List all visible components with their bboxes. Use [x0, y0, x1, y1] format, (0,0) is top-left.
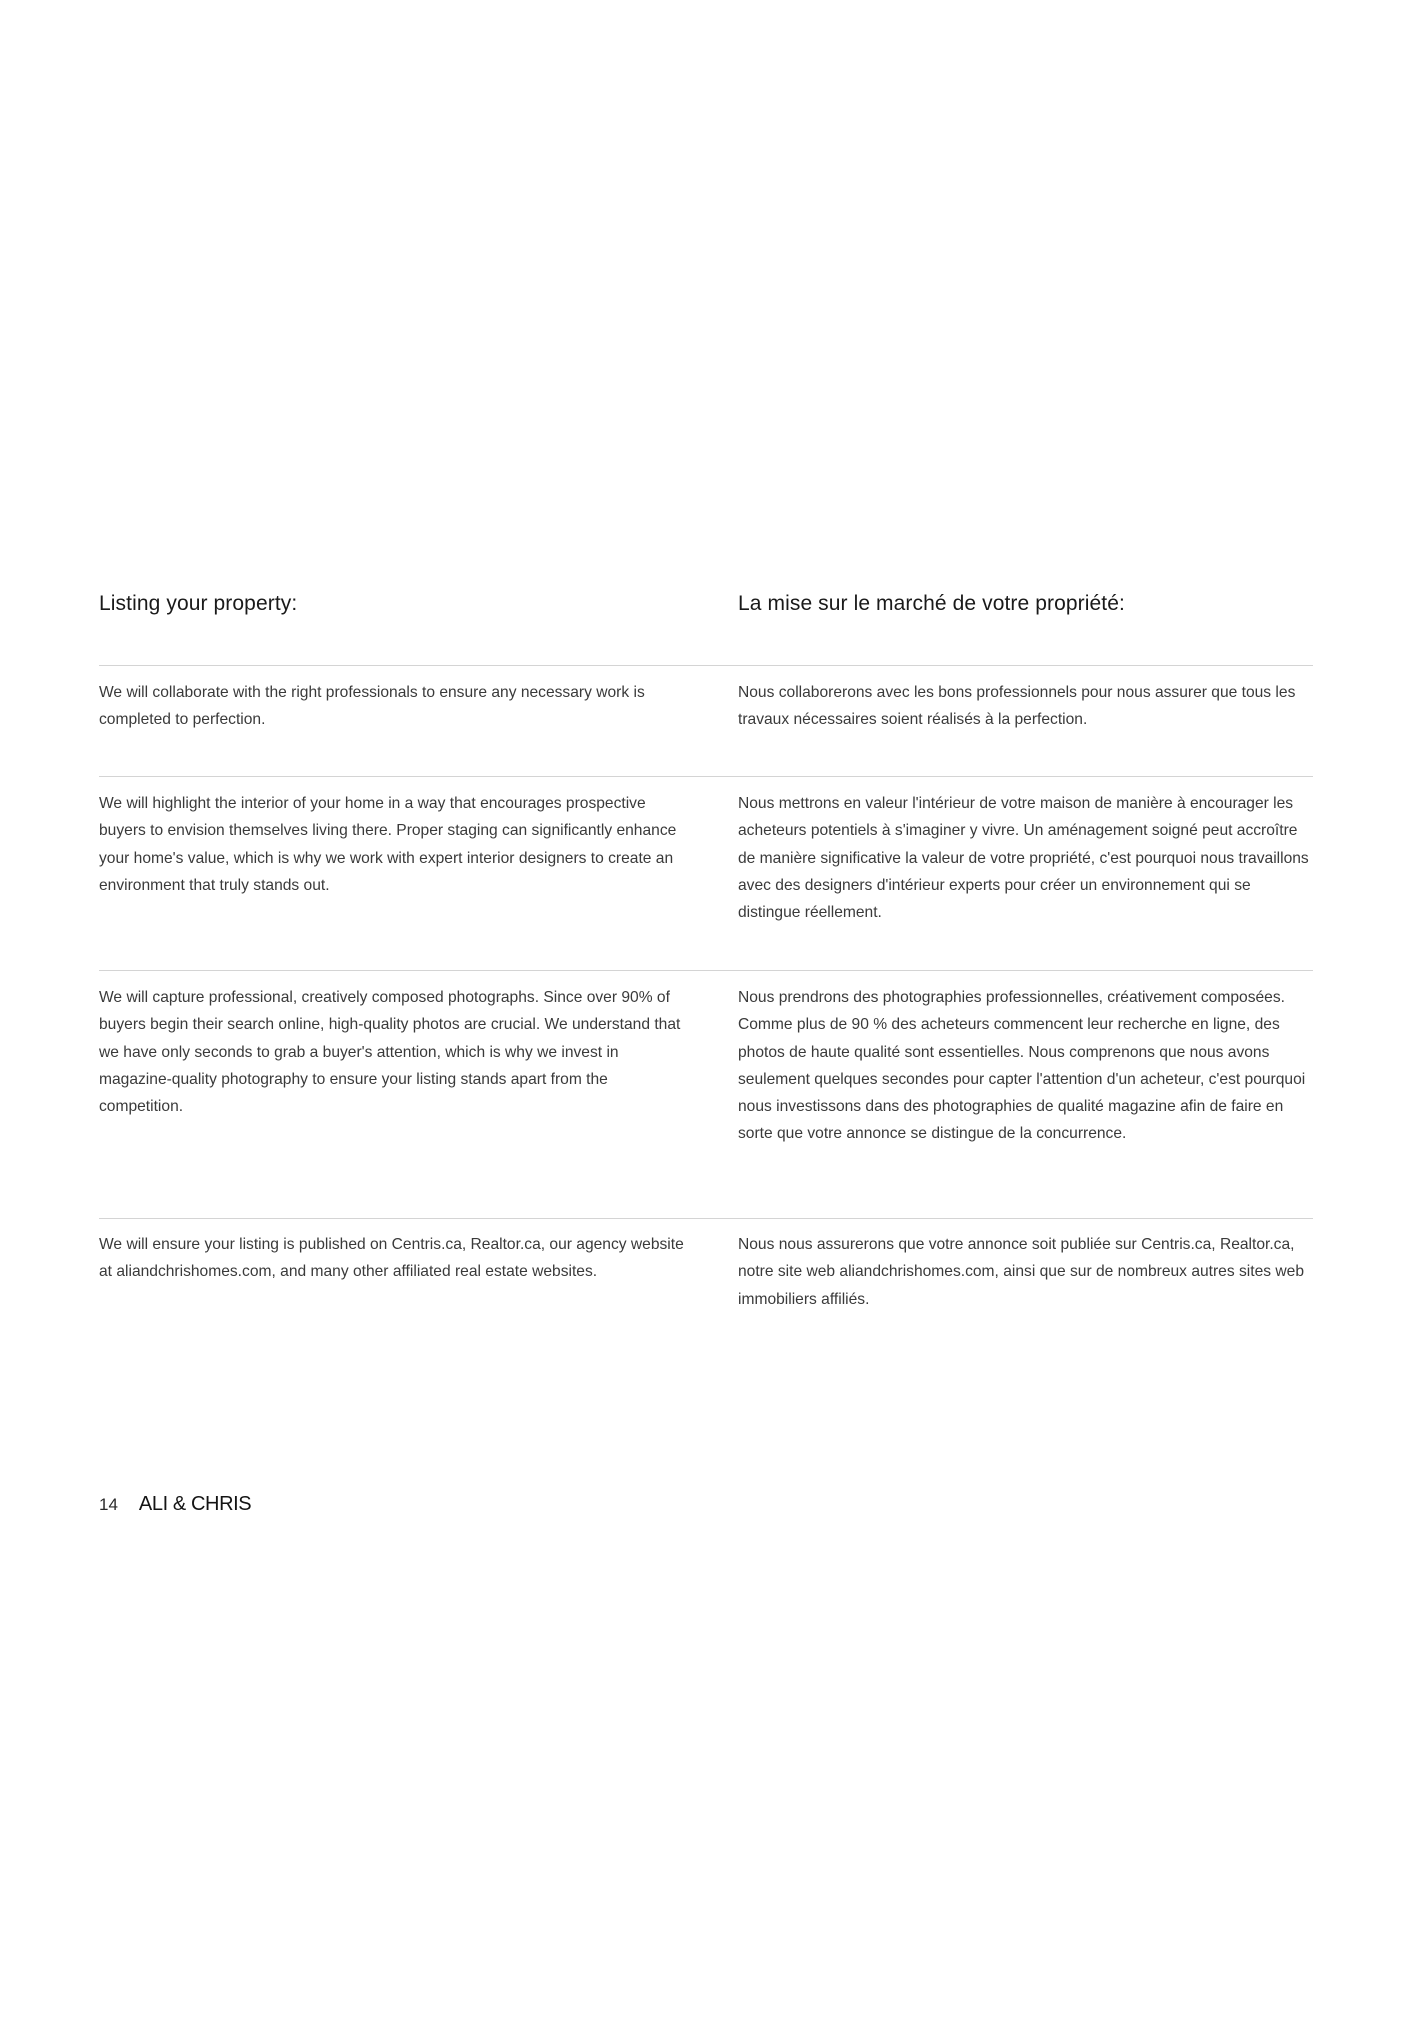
divider	[99, 970, 1313, 971]
row-3-english: We will capture professional, creatively composed photographs. Since over 90% of buyers begin their search online, high-quality photos are crucial. We understand that we have only seconds to grab a buyer's attention, which is why we invest in magazine-quality photography to ensure your listing stands apart from the competition.	[99, 989, 681, 1116]
row-4-french: Nous nous assurerons que votre annonce soit publiée sur Centris.ca, Realtor.ca, notre site web aliandchrishomes.com, ainsi que sur de nombreux autres sites web immobiliers affiliés.	[738, 1236, 1304, 1308]
divider	[99, 1218, 1313, 1219]
heading-french: La mise sur le marché de votre propriété:	[738, 592, 1125, 615]
page-footer	[99, 1493, 251, 1516]
divider	[99, 776, 1313, 777]
row-4-english: We will ensure your listing is published on Centris.ca, Realtor.ca, our agency website at aliandchrishomes.com, and many other affiliated real estate websites.	[99, 1236, 684, 1281]
brand-wordmark: ALI & CHRIS	[138, 1493, 252, 1515]
row-3-french: Nous prendrons des photographies professionnelles, créativement composées. Comme plus de 90 % des acheteurs commencent leur recherche en ligne, des photos de haute qualité sont essentielles. Nous comprenons que nous avons seulement quelques secondes pour capter l'attention d'un acheteur, c'est pourquoi nous investissons dans des photographies de qualité magazine afin de faire en sorte que votre annonce se distingue de la concurrence.	[738, 989, 1306, 1143]
heading-english: Listing your property:	[99, 592, 298, 615]
page-number: 14	[99, 1495, 118, 1514]
row-1-english: We will collaborate with the right professionals to ensure any necessary work is completed to perfection.	[99, 684, 645, 729]
row-2-english: We will highlight the interior of your home in a way that encourages prospective buyers to envision themselves living there. Proper staging can significantly enhance your home's value, which is why we work with expert interior designers to create an environment that truly stands out.	[99, 795, 677, 894]
row-1-french: Nous collaborerons avec les bons professionnels pour nous assurer que tous les travaux nécessaires soient réalisés à la perfection.	[738, 684, 1296, 729]
divider	[99, 665, 1313, 666]
row-2-french: Nous mettrons en valeur l'intérieur de votre maison de manière à encourager les acheteurs potentiels à s'imaginer y vivre. Un aménagement soigné peut accroître de manière significative la valeur de votre propriété, c'est pourquoi nous travaillons avec des designers d'intérieur experts pour créer un environnement qui se distingue réellement.	[738, 795, 1309, 922]
